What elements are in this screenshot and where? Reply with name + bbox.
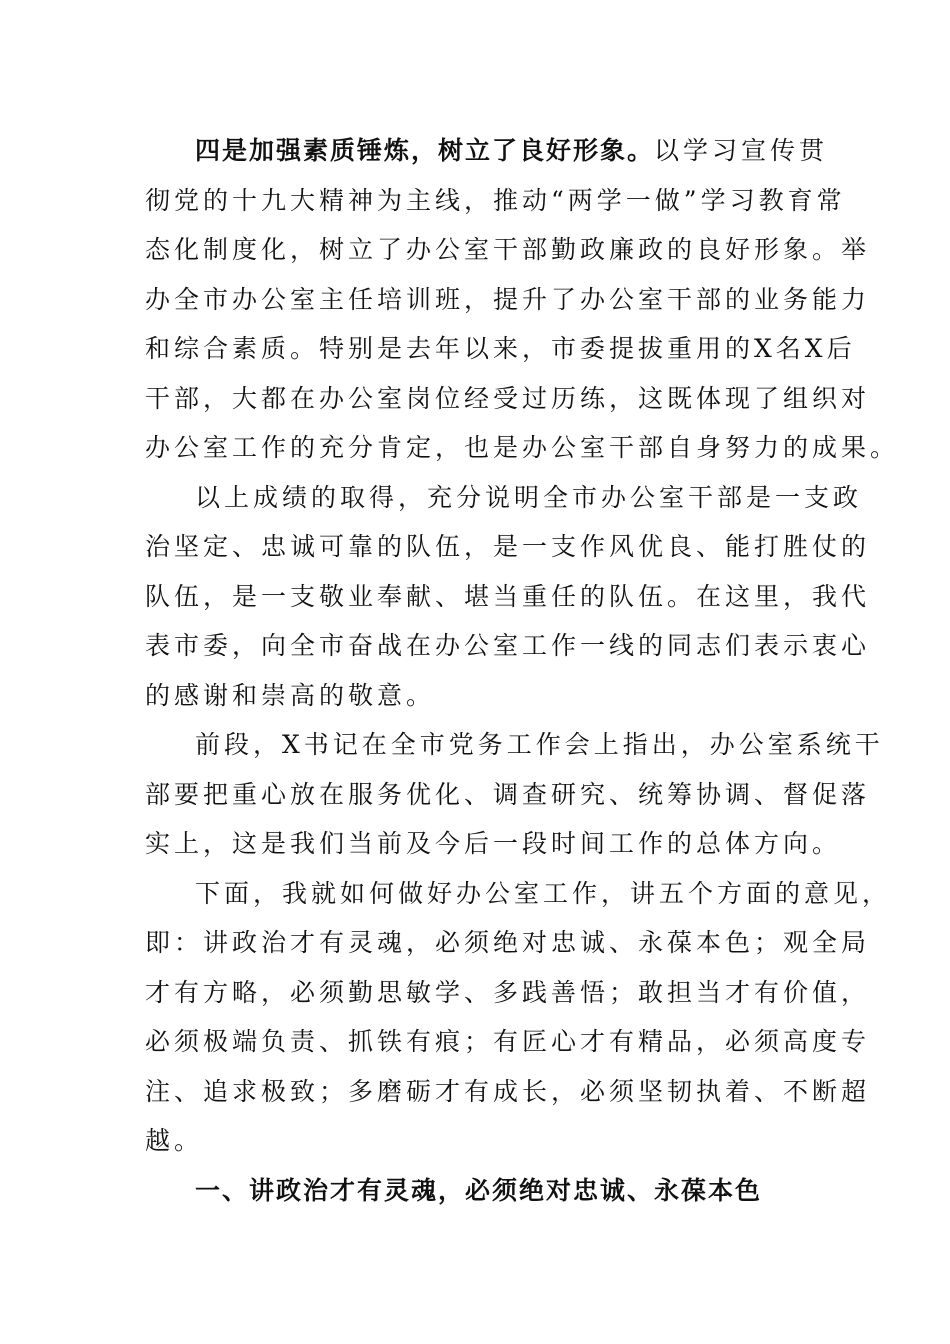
paragraph-line: 越。 [145,1126,204,1155]
paragraph-line: 彻党的十九大精神为主线，推动“两学一做”学习教育常 [145,185,846,215]
paragraph-line: 办全市办公室主任培训班，提升了办公室干部的业务能力 [145,284,871,314]
paragraph-line: 队伍，是一支敬业奉献、堪当重任的队伍。在这里，我代 [145,581,871,611]
paragraph-line: 表市委，向全市奋战在办公室工作一线的同志们表示衷心 [145,631,871,660]
paragraph-line: 下面，我就如何做好办公室工作，讲五个方面的意见， [195,878,892,908]
paragraph-line: 和综合素质。特别是去年以来，市委提拔重用的X名X后 [145,334,856,363]
paragraph-line: 的感谢和崇高的敬意。 [145,680,436,710]
paragraph-line: 注、追求极致；多磨砺才有成长，必须坚韧执着、不断超 [145,1076,871,1106]
paragraph-line: 以上成绩的取得，充分说明全市办公室干部是一支政 [195,482,863,512]
paragraph-line: 前段，X书记在全市党务工作会上指出，办公室系统干 [195,730,884,759]
paragraph-line: 干部，大都在办公室岗位经受过历练，这既体现了组织对 [145,383,871,413]
paragraph-line: 即：讲政治才有灵魂，必须绝对忠诚、永葆本色；观全局 [145,928,871,957]
section-heading: 一、讲政治才有灵魂，必须绝对忠诚、永葆本色 [195,1175,763,1205]
paragraph-text: 以学习宣传贯 [654,136,829,165]
paragraph-line: 部要把重心放在服务优化、调查研究、统筹协调、督促落 [145,779,871,809]
paragraph-line: 必须极端负责、抓铁有痕；有匠心才有精品，必须高度专 [145,1027,871,1056]
body-text [145,126,900,1215]
paragraph-lead-heading: 四是加强素质锤炼，树立了良好形象。 [195,136,655,165]
paragraph-line: 办公室工作的充分肯定，也是办公室干部自身努力的成果。 [145,433,900,462]
paragraph-line [145,126,829,176]
paragraph-line: 态化制度化，树立了办公室干部勤政廉政的良好形象。举 [145,235,871,264]
paragraph-line: 才有方略，必须勤思敏学、多践善悟；敢担当才有价值， [145,977,871,1007]
paragraph-line: 实上，这是我们当前及今后一段时间工作的总体方向。 [145,829,842,858]
paragraph-line: 治坚定、忠诚可靠的队伍，是一支作风优良、能打胜仗的 [145,532,871,561]
